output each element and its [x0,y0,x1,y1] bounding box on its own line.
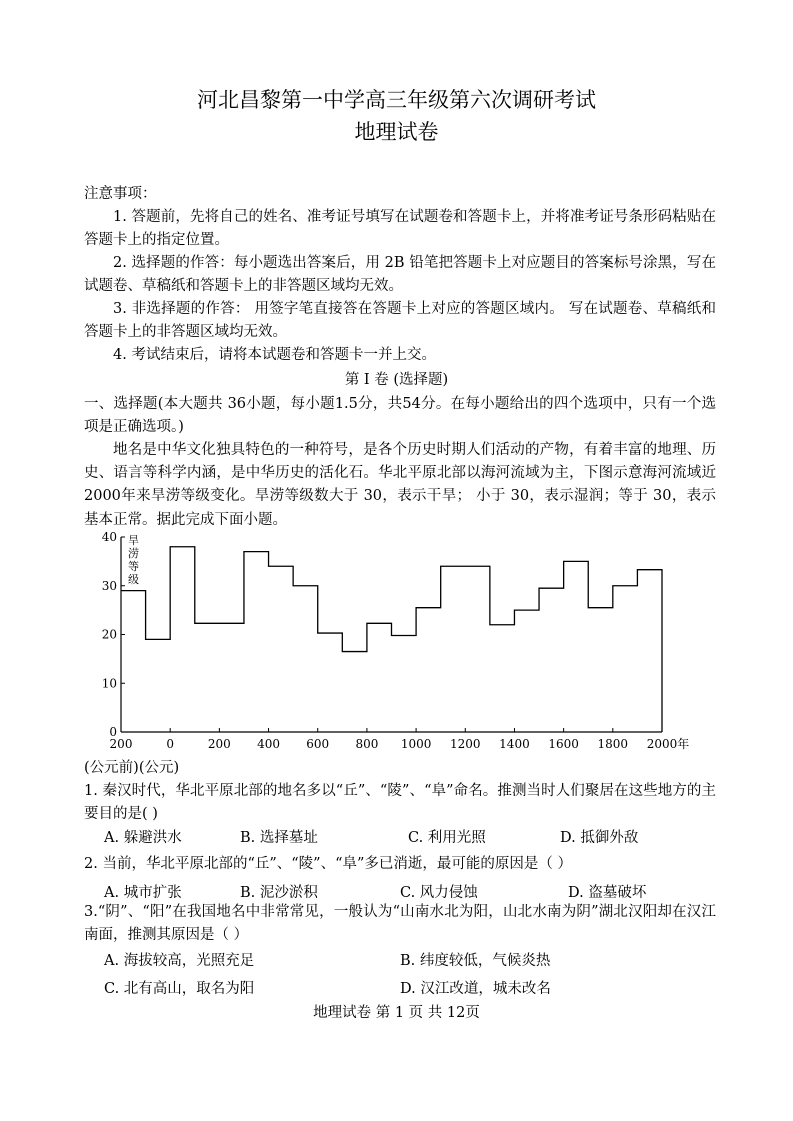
y-tick-label: 0 [109,725,117,739]
question-1-stem: 1. 秦汉时代，华北平原北部的地名多以“丘”、“陵”、“阜”命名。推测当时人们聚居在这些地方的主要目的是( ) [84,783,716,823]
question-1-option-c[interactable]: C. 利用光照 [408,830,486,846]
section-title: 第 Ⅰ 卷 (选择题) [344,372,449,388]
part-intro: 一、选择题(本大题共 36小题，每小题1.5分，共54分。在每小题给出的四个选项中，只有一个选项是正确选项。) [84,396,716,436]
question-2-option-c[interactable]: C. 风力侵蚀 [400,885,478,901]
x-tick-label: 1200 [449,737,481,750]
note-item-4: 4. 考试结束后，请将本试题卷和答题卡一并上交。 [113,347,436,363]
question-2-stem: 2. 当前，华北平原北部的“丘”、“陵”、“阜”多已消逝，最可能的原因是（ ） [84,856,573,872]
x-tick-label: 1800 [597,737,629,750]
x-tick-label: 1600 [548,737,579,750]
exam-title: 河北昌黎第一中学高三年级第六次调研考试 [197,88,596,112]
x-tick-label: 200 [207,737,231,750]
question-2-option-d[interactable]: D. 盗墓破坏 [568,885,647,901]
chart-y-axis-label: 旱涝等级 [128,534,139,586]
note-item-2: 2. 选择题的作答：每小题选出答案后，用 2B 铅笔把答题卡上对应题目的答案标号涂黑，写在试题卷、草稿纸和答题卡上的非答题区域均无效。 [84,255,716,295]
exam-subtitle: 地理试卷 [354,120,439,144]
drought-flood-chart [84,528,724,750]
x-tick-label: 0 [166,737,175,750]
question-1-option-a[interactable]: A. 躲避洪水 [104,830,182,846]
x-tick-label: 800 [355,737,379,750]
question-3-option-d[interactable]: D. 汉江改道，城未改名 [400,981,551,997]
question-2-option-b[interactable]: B. 泥沙淤积 [240,885,318,901]
y-tick-label: 20 [101,627,117,642]
x-tick-label: 1400 [499,737,530,750]
question-3-option-a[interactable]: A. 海拔较高，光照充足 [104,953,255,969]
question-3-option-b[interactable]: B. 纬度较低，气候炎热 [400,953,551,969]
question-1-option-d[interactable]: D. 抵御外敌 [560,830,639,846]
x-tick-label: 600 [306,737,330,750]
era-labels: (公元前)(公元) [84,760,180,776]
question-3-stem: 3.“阴”、“阳”在我国地名中非常常见，一般认为“山南水北为阳，山北水南为阴”湖北汉阳却在汉江南面，推测其原因是（ ） [84,904,716,944]
x-tick-label: 200 [109,737,133,750]
notes-heading: 注意事项： [84,186,157,202]
passage: 地名是中华文化独具特色的一种符号，是各个历史时期人们活动的产物，有着丰富的地理、历史、语言等科学内涵，是中华历史的活化石。华北平原北部以海河流域为主，下图示意海河流域近 2000年来旱涝等级变化。旱涝等级数大于 30，表示干旱； 小于 30，表示湿润；等于 30，表示基本正常。据此完成下面小题。 [84,442,716,528]
x-tick-label: 2000年 [646,737,690,750]
y-tick-label: 10 [101,676,117,691]
x-tick-label: 1000 [400,737,432,750]
question-1-option-b[interactable]: B. 选择墓址 [240,830,318,846]
page-footer: 地理试卷 第 1 页 共 12页 [313,1005,480,1021]
y-tick-label: 30 [101,578,117,593]
x-tick-label: 400 [257,737,280,750]
drought-flood-series-line [121,547,662,732]
note-item-3: 3. 非选择题的作答： 用签字笔直接答在答题卡上对应的答题区域内。 写在试题卷、草稿纸和答题卡上的非答题区域均无效。 [84,301,716,341]
note-item-1: 1. 答题前，先将自己的姓名、准考证号填写在试题卷和答题卡上，并将准考证号条形码粘贴在答题卡上的指定位置。 [84,209,716,249]
question-2-option-a[interactable]: A. 城市扩张 [104,885,182,901]
y-tick-label: 40 [101,530,117,544]
question-3-option-c[interactable]: C. 北有高山，取名为阳 [104,981,255,997]
